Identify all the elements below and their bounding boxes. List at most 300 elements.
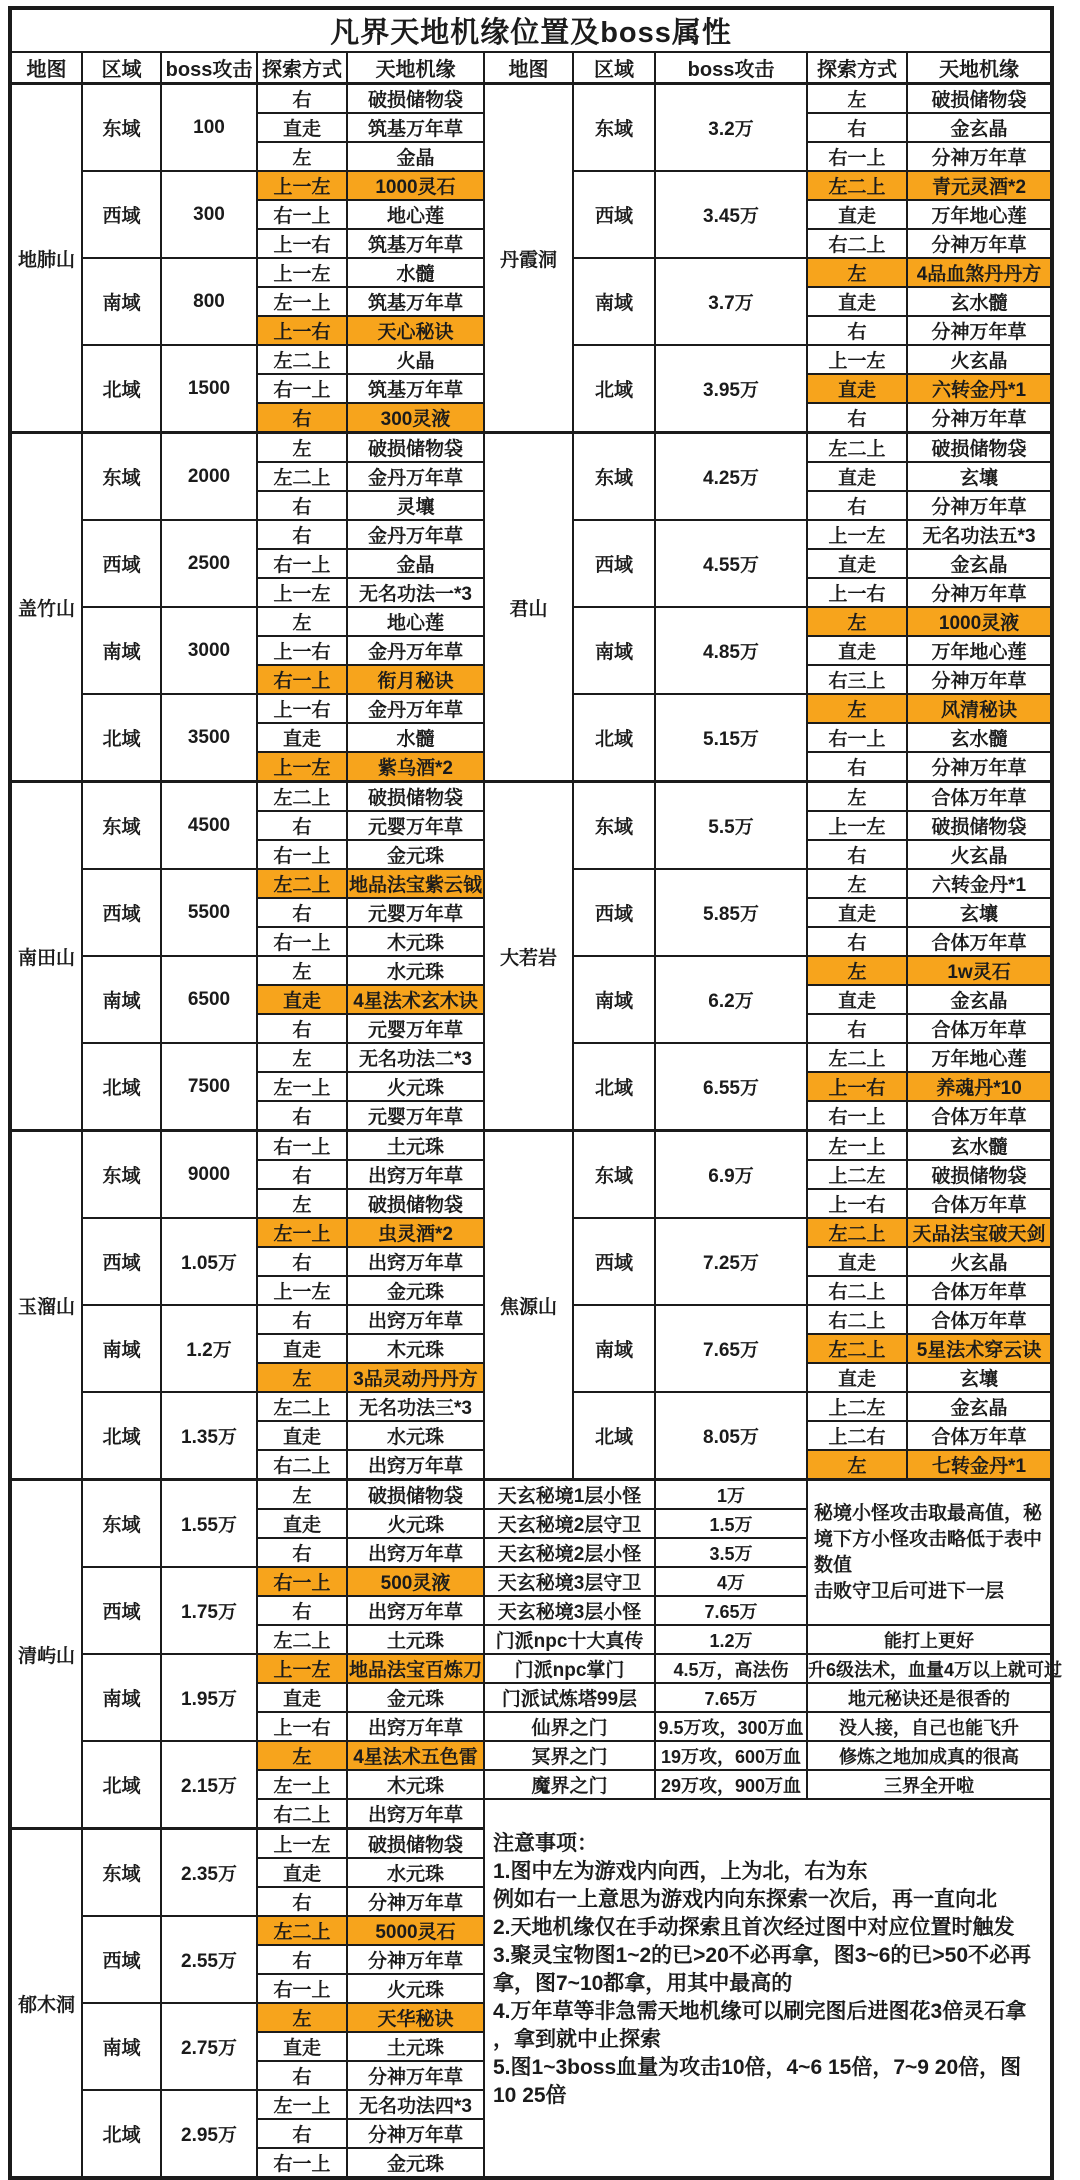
explore-direction-cell: 右一上 bbox=[807, 1101, 907, 1131]
table-row bbox=[10, 84, 1052, 114]
reward-item-cell: 天华秘诀 bbox=[347, 2003, 484, 2032]
explore-direction-cell: 直走 bbox=[257, 1421, 347, 1450]
explore-direction-cell: 左 bbox=[257, 607, 347, 636]
reward-item-cell: 500灵液 bbox=[347, 1567, 484, 1596]
enemy-note-cell: 地元秘诀还是很香的 bbox=[807, 1683, 1052, 1712]
map-name-cell: 地肺山 bbox=[10, 84, 82, 433]
explore-direction-cell: 右 bbox=[257, 491, 347, 520]
explore-direction-cell: 上一左 bbox=[257, 1829, 347, 1859]
boss-attack-cell: 3.45万 bbox=[655, 171, 807, 258]
reward-item-cell: 4品血煞丹丹方 bbox=[907, 258, 1052, 287]
reward-item-cell: 土元珠 bbox=[347, 2032, 484, 2061]
reward-item-cell: 无名功法三*3 bbox=[347, 1392, 484, 1421]
explore-direction-cell: 右一上 bbox=[257, 665, 347, 694]
boss-attack-cell: 2.35万 bbox=[161, 1829, 257, 1917]
enemy-attack-cell: 19万攻，600万血 bbox=[655, 1741, 807, 1770]
reward-item-cell: 无名功法四*3 bbox=[347, 2090, 484, 2119]
explore-direction-cell: 右一上 bbox=[257, 840, 347, 869]
explore-direction-cell: 左 bbox=[257, 2003, 347, 2032]
explore-direction-cell: 左一上 bbox=[807, 1131, 907, 1161]
reward-item-cell: 火玄晶 bbox=[907, 840, 1052, 869]
region-name-cell: 南域 bbox=[82, 258, 161, 345]
explore-direction-cell: 左 bbox=[807, 782, 907, 812]
explore-direction-cell: 上一左 bbox=[807, 520, 907, 549]
explore-direction-cell: 右 bbox=[257, 811, 347, 840]
explore-direction-cell: 上一右 bbox=[807, 1189, 907, 1218]
boss-attack-cell: 4.85万 bbox=[655, 607, 807, 694]
enemy-name-cell: 门派npc十大真传 bbox=[484, 1625, 655, 1654]
explore-direction-cell: 右 bbox=[257, 898, 347, 927]
reward-item-cell: 分神万年草 bbox=[907, 316, 1052, 345]
reward-item-cell: 金元珠 bbox=[347, 840, 484, 869]
remark-line: 3.聚灵宝物图1~2的已>20不必再拿，图3~6的已>50不必再 bbox=[493, 1944, 1032, 1967]
reward-item-cell: 玄壤 bbox=[907, 1363, 1052, 1392]
region-name-cell: 南域 bbox=[573, 1305, 655, 1392]
explore-direction-cell: 左二上 bbox=[807, 171, 907, 200]
reward-item-cell: 地心莲 bbox=[347, 200, 484, 229]
enemy-attack-cell: 9.5万攻，300万血 bbox=[655, 1712, 807, 1741]
reward-item-cell: 分神万年草 bbox=[347, 1887, 484, 1916]
enemy-name-cell: 仙界之门 bbox=[484, 1712, 655, 1741]
reward-item-cell: 金丹万年草 bbox=[347, 636, 484, 665]
reward-item-cell: 金丹万年草 bbox=[347, 694, 484, 723]
explore-direction-cell: 左一上 bbox=[257, 2090, 347, 2119]
reward-item-cell: 玄壤 bbox=[907, 898, 1052, 927]
explore-direction-cell: 上一右 bbox=[257, 229, 347, 258]
explore-direction-cell: 右 bbox=[257, 1887, 347, 1916]
explore-direction-cell: 上一左 bbox=[807, 811, 907, 840]
reward-item-cell: 玄水髓 bbox=[907, 287, 1052, 316]
enemy-note-cell: 能打上更好 bbox=[807, 1625, 1052, 1654]
explore-direction-cell: 右 bbox=[807, 752, 907, 782]
boss-attack-cell: 1.75万 bbox=[161, 1567, 257, 1654]
explore-direction-cell: 左一上 bbox=[257, 1770, 347, 1799]
boss-attack-cell: 2.55万 bbox=[161, 1916, 257, 2003]
explore-direction-cell: 右 bbox=[807, 491, 907, 520]
boss-attack-cell: 7.65万 bbox=[655, 1305, 807, 1392]
explore-direction-cell: 左一上 bbox=[257, 1072, 347, 1101]
explore-direction-cell: 上一右 bbox=[257, 1712, 347, 1741]
reward-item-cell: 破损储物袋 bbox=[347, 1829, 484, 1859]
reward-item-cell: 筑基万年草 bbox=[347, 374, 484, 403]
explore-direction-cell: 左 bbox=[257, 142, 347, 171]
region-name-cell: 西域 bbox=[82, 1916, 161, 2003]
remark-line: 1.图中左为游戏内向西，上为北，右为东 bbox=[493, 1860, 868, 1883]
explore-direction-cell: 左 bbox=[257, 1741, 347, 1770]
reward-item-cell: 破损储物袋 bbox=[347, 1189, 484, 1218]
boss-attack-cell: 1.55万 bbox=[161, 1480, 257, 1568]
reward-item-cell: 5000灵石 bbox=[347, 1916, 484, 1945]
reward-item-cell: 无名功法一*3 bbox=[347, 578, 484, 607]
reward-item-cell: 金丹万年草 bbox=[347, 520, 484, 549]
enemy-note-cell: 三界全开啦 bbox=[807, 1770, 1052, 1799]
boss-attack-cell: 5.15万 bbox=[655, 694, 807, 782]
enemy-name-cell: 天玄秘境2层守卫 bbox=[484, 1509, 655, 1538]
reward-item-cell: 金玄晶 bbox=[907, 1392, 1052, 1421]
explore-direction-cell: 上一右 bbox=[257, 636, 347, 665]
reward-item-cell: 万年地心莲 bbox=[907, 200, 1052, 229]
reward-item-cell: 火元珠 bbox=[347, 1072, 484, 1101]
boss-attack-cell: 300 bbox=[161, 171, 257, 258]
reward-item-cell: 金晶 bbox=[347, 142, 484, 171]
explore-direction-cell: 右 bbox=[807, 1014, 907, 1043]
reward-item-cell: 六转金丹*1 bbox=[907, 869, 1052, 898]
reward-item-cell: 筑基万年草 bbox=[347, 113, 484, 142]
explore-direction-cell: 左 bbox=[807, 84, 907, 114]
explore-direction-cell: 右一上 bbox=[257, 1974, 347, 2003]
reward-item-cell: 火玄晶 bbox=[907, 1247, 1052, 1276]
explore-direction-cell: 右 bbox=[257, 1101, 347, 1131]
enemy-attack-cell: 1万 bbox=[655, 1480, 807, 1510]
enemy-attack-cell: 1.2万 bbox=[655, 1625, 807, 1654]
reward-item-cell: 破损储物袋 bbox=[907, 1160, 1052, 1189]
reward-item-cell: 无名功法二*3 bbox=[347, 1043, 484, 1072]
boss-attack-cell: 3.95万 bbox=[655, 345, 807, 433]
table-row bbox=[10, 1741, 1052, 1770]
explore-direction-cell: 上一左 bbox=[257, 1276, 347, 1305]
secret-realm-note-cell bbox=[807, 1480, 1052, 1626]
explore-direction-cell: 直走 bbox=[807, 1247, 907, 1276]
remark-line: ，拿到就中止探索 bbox=[493, 2028, 661, 2051]
reward-item-cell: 4星法术玄木诀 bbox=[347, 985, 484, 1014]
boss-attack-cell: 4.55万 bbox=[655, 520, 807, 607]
reward-item-cell: 破损储物袋 bbox=[347, 1480, 484, 1510]
explore-direction-cell: 直走 bbox=[257, 2032, 347, 2061]
region-name-cell: 西域 bbox=[82, 1567, 161, 1654]
explore-direction-cell: 左一上 bbox=[257, 287, 347, 316]
region-name-cell: 东域 bbox=[82, 1131, 161, 1219]
reward-item-cell: 六转金丹*1 bbox=[907, 374, 1052, 403]
reward-item-cell: 水髓 bbox=[347, 258, 484, 287]
explore-direction-cell: 右一上 bbox=[257, 200, 347, 229]
enemy-attack-cell: 3.5万 bbox=[655, 1538, 807, 1567]
reward-item-cell: 合体万年草 bbox=[907, 1305, 1052, 1334]
reward-item-cell: 合体万年草 bbox=[907, 1101, 1052, 1131]
region-name-cell: 北域 bbox=[573, 694, 655, 782]
explore-direction-cell: 上一右 bbox=[807, 578, 907, 607]
reward-item-cell: 水髓 bbox=[347, 723, 484, 752]
col-header-boss: boss攻击 bbox=[655, 52, 807, 84]
explore-direction-cell: 右 bbox=[807, 403, 907, 433]
region-name-cell: 东域 bbox=[82, 1829, 161, 1917]
reward-item-cell: 分神万年草 bbox=[907, 229, 1052, 258]
boss-attack-cell: 800 bbox=[161, 258, 257, 345]
explore-direction-cell: 左 bbox=[807, 694, 907, 723]
title-row bbox=[10, 8, 1052, 52]
explore-direction-cell: 右一上 bbox=[257, 374, 347, 403]
explore-direction-cell: 左二上 bbox=[807, 433, 907, 463]
map-name-cell: 盖竹山 bbox=[10, 433, 82, 782]
explore-direction-cell: 直走 bbox=[807, 462, 907, 491]
region-name-cell: 南域 bbox=[82, 1654, 161, 1741]
reward-item-cell: 金元珠 bbox=[347, 1683, 484, 1712]
map-name-cell: 君山 bbox=[484, 433, 573, 782]
remark-line: 例如右一上意思为游戏内向东探索一次后，再一直向北 bbox=[493, 1888, 997, 1911]
explore-direction-cell: 上一左 bbox=[257, 258, 347, 287]
reward-item-cell: 5星法术穿云诀 bbox=[907, 1334, 1052, 1363]
explore-direction-cell: 右 bbox=[257, 1014, 347, 1043]
explore-direction-cell: 左二上 bbox=[257, 1916, 347, 1945]
reward-item-cell: 破损储物袋 bbox=[347, 84, 484, 114]
boss-attack-cell: 6.55万 bbox=[655, 1043, 807, 1131]
reward-item-cell: 出窍万年草 bbox=[347, 1596, 484, 1625]
explore-direction-cell: 直走 bbox=[257, 985, 347, 1014]
region-name-cell: 西域 bbox=[573, 869, 655, 956]
reward-item-cell: 合体万年草 bbox=[907, 1189, 1052, 1218]
explore-direction-cell: 直走 bbox=[807, 898, 907, 927]
explore-direction-cell: 右 bbox=[257, 2061, 347, 2090]
reward-item-cell: 金玄晶 bbox=[907, 985, 1052, 1014]
col-header-region: 区域 bbox=[573, 52, 655, 84]
region-name-cell: 南域 bbox=[573, 956, 655, 1043]
reward-item-cell: 出窍万年草 bbox=[347, 1538, 484, 1567]
reward-item-cell: 火元珠 bbox=[347, 1509, 484, 1538]
map-name-cell: 南田山 bbox=[10, 782, 82, 1131]
remark-line: 2.天地机缘仅在手动探索且首次经过图中对应位置时触发 bbox=[493, 1916, 1015, 1939]
explore-direction-cell: 右 bbox=[257, 1305, 347, 1334]
reward-item-cell: 分神万年草 bbox=[907, 752, 1052, 782]
explore-direction-cell: 直走 bbox=[257, 113, 347, 142]
reward-item-cell: 300灵液 bbox=[347, 403, 484, 433]
region-name-cell: 南域 bbox=[573, 258, 655, 345]
explore-direction-cell: 直走 bbox=[807, 200, 907, 229]
remark-line: 5.图1~3boss血量为攻击10倍，4~6 15倍，7~9 20倍，图 bbox=[493, 2056, 1022, 2079]
reward-item-cell: 地品法宝紫云钺 bbox=[347, 869, 484, 898]
table-body bbox=[10, 84, 1063, 2179]
table-row bbox=[10, 782, 1052, 812]
explore-direction-cell: 左二上 bbox=[257, 869, 347, 898]
enemy-attack-cell: 4.5万，高法伤 bbox=[655, 1654, 807, 1683]
explore-direction-cell: 右一上 bbox=[257, 549, 347, 578]
reward-item-cell: 筑基万年草 bbox=[347, 287, 484, 316]
explore-direction-cell: 左 bbox=[257, 1480, 347, 1510]
reward-item-cell: 合体万年草 bbox=[907, 782, 1052, 812]
explore-direction-cell: 右 bbox=[257, 1247, 347, 1276]
boss-attack-cell: 2000 bbox=[161, 433, 257, 521]
reward-item-cell: 火玄晶 bbox=[907, 345, 1052, 374]
remark-line: 拿，图7~10都拿，用其中最高的 bbox=[493, 1972, 793, 1995]
explore-direction-cell: 右 bbox=[257, 2119, 347, 2148]
reward-item-cell: 金元珠 bbox=[347, 2148, 484, 2178]
col-header-explore: 探索方式 bbox=[257, 52, 347, 84]
reward-item-cell: 天品法宝破天剑 bbox=[907, 1218, 1052, 1247]
col-header-reward: 天地机缘 bbox=[907, 52, 1052, 84]
explore-direction-cell: 左二上 bbox=[257, 345, 347, 374]
col-header-reward: 天地机缘 bbox=[347, 52, 484, 84]
explore-direction-cell: 左 bbox=[257, 1363, 347, 1392]
enemy-note-cell: 升6级法术，血量4万以上就可过 bbox=[807, 1654, 1052, 1683]
explore-direction-cell: 右一上 bbox=[257, 2148, 347, 2178]
explore-direction-cell: 上一右 bbox=[257, 694, 347, 723]
enemy-attack-cell: 1.5万 bbox=[655, 1509, 807, 1538]
region-name-cell: 西域 bbox=[82, 1218, 161, 1305]
map-name-cell: 清屿山 bbox=[10, 1480, 82, 1829]
reward-item-cell: 木元珠 bbox=[347, 927, 484, 956]
boss-attack-cell: 100 bbox=[161, 84, 257, 172]
explore-direction-cell: 直走 bbox=[257, 1509, 347, 1538]
reward-item-cell: 风清秘诀 bbox=[907, 694, 1052, 723]
region-name-cell: 北域 bbox=[82, 1043, 161, 1131]
enemy-attack-cell: 29万攻，900万血 bbox=[655, 1770, 807, 1799]
boss-attack-cell: 1.35万 bbox=[161, 1392, 257, 1480]
explore-direction-cell: 左 bbox=[257, 1043, 347, 1072]
boss-attack-cell: 5.5万 bbox=[655, 782, 807, 870]
remarks-cell bbox=[484, 1799, 1052, 2178]
boss-attack-cell: 4.25万 bbox=[655, 433, 807, 521]
reward-item-cell: 玄壤 bbox=[907, 462, 1052, 491]
region-name-cell: 西域 bbox=[573, 171, 655, 258]
boss-attack-cell: 3.2万 bbox=[655, 84, 807, 172]
reward-item-cell: 紫乌酒*2 bbox=[347, 752, 484, 782]
region-name-cell: 西域 bbox=[82, 171, 161, 258]
reward-item-cell: 分神万年草 bbox=[347, 1945, 484, 1974]
region-name-cell: 北域 bbox=[82, 694, 161, 782]
boss-attack-cell: 6500 bbox=[161, 956, 257, 1043]
reward-item-cell: 1000灵液 bbox=[907, 607, 1052, 636]
region-name-cell: 东域 bbox=[573, 782, 655, 870]
enemy-attack-cell: 7.65万 bbox=[655, 1596, 807, 1625]
explore-direction-cell: 右二上 bbox=[807, 1276, 907, 1305]
reward-item-cell: 分神万年草 bbox=[907, 578, 1052, 607]
explore-direction-cell: 直走 bbox=[807, 985, 907, 1014]
region-name-cell: 北域 bbox=[573, 1043, 655, 1131]
reward-item-cell: 元婴万年草 bbox=[347, 1101, 484, 1131]
explore-direction-cell: 直走 bbox=[807, 636, 907, 665]
boss-attack-cell: 9000 bbox=[161, 1131, 257, 1219]
reward-item-cell: 分神万年草 bbox=[907, 491, 1052, 520]
explore-direction-cell: 左 bbox=[807, 1450, 907, 1480]
boss-attack-cell: 5.85万 bbox=[655, 869, 807, 956]
reward-item-cell: 破损储物袋 bbox=[907, 433, 1052, 463]
region-name-cell: 北域 bbox=[82, 1741, 161, 1829]
boss-attack-cell: 1.05万 bbox=[161, 1218, 257, 1305]
explore-direction-cell: 右 bbox=[257, 520, 347, 549]
explore-direction-cell: 右 bbox=[257, 1160, 347, 1189]
reward-item-cell: 破损储物袋 bbox=[347, 433, 484, 463]
remark-line: 10 25倍 bbox=[493, 2084, 567, 2107]
reward-item-cell: 木元珠 bbox=[347, 1334, 484, 1363]
region-name-cell: 西域 bbox=[573, 1218, 655, 1305]
explore-direction-cell: 左 bbox=[257, 956, 347, 985]
boss-attack-cell: 2.75万 bbox=[161, 2003, 257, 2090]
reward-item-cell: 分神万年草 bbox=[907, 403, 1052, 433]
explore-direction-cell: 左二上 bbox=[807, 1043, 907, 1072]
header-row bbox=[10, 52, 1052, 84]
reward-item-cell: 合体万年草 bbox=[907, 1421, 1052, 1450]
explore-direction-cell: 上一左 bbox=[807, 345, 907, 374]
explore-direction-cell: 右 bbox=[257, 403, 347, 433]
reward-item-cell: 合体万年草 bbox=[907, 1276, 1052, 1305]
region-name-cell: 西域 bbox=[82, 520, 161, 607]
explore-direction-cell: 左 bbox=[807, 607, 907, 636]
explore-direction-cell: 左一上 bbox=[257, 1218, 347, 1247]
explore-direction-cell: 右三上 bbox=[807, 665, 907, 694]
reward-item-cell: 玄水髓 bbox=[907, 723, 1052, 752]
boss-attack-cell: 8.05万 bbox=[655, 1392, 807, 1480]
reward-item-cell: 万年地心莲 bbox=[907, 1043, 1052, 1072]
reward-item-cell: 青元灵酒*2 bbox=[907, 171, 1052, 200]
reward-item-cell: 木元珠 bbox=[347, 1770, 484, 1799]
reward-item-cell: 破损储物袋 bbox=[907, 84, 1052, 114]
region-name-cell: 东域 bbox=[82, 1480, 161, 1568]
boss-attack-cell: 1.95万 bbox=[161, 1654, 257, 1741]
explore-direction-cell: 左二上 bbox=[257, 462, 347, 491]
explore-direction-cell: 右 bbox=[257, 1538, 347, 1567]
enemy-name-cell: 门派npc掌门 bbox=[484, 1654, 655, 1683]
reward-item-cell: 火晶 bbox=[347, 345, 484, 374]
table-row bbox=[10, 1131, 1052, 1161]
region-name-cell: 东域 bbox=[573, 433, 655, 521]
reward-item-cell: 元婴万年草 bbox=[347, 1014, 484, 1043]
reward-item-cell: 分神万年草 bbox=[907, 142, 1052, 171]
region-name-cell: 南域 bbox=[82, 1305, 161, 1392]
reward-item-cell: 金元珠 bbox=[347, 1276, 484, 1305]
explore-direction-cell: 右一上 bbox=[807, 142, 907, 171]
reward-item-cell: 金玄晶 bbox=[907, 549, 1052, 578]
reward-item-cell: 天心秘诀 bbox=[347, 316, 484, 345]
remark-line: 注意事项： bbox=[493, 1832, 598, 1855]
reward-item-cell: 出窍万年草 bbox=[347, 1799, 484, 1829]
explore-direction-cell: 上一左 bbox=[257, 1654, 347, 1683]
enemy-name-cell: 天玄秘境3层守卫 bbox=[484, 1567, 655, 1596]
reward-item-cell: 合体万年草 bbox=[907, 1014, 1052, 1043]
explore-direction-cell: 直走 bbox=[807, 549, 907, 578]
reward-item-cell: 玄水髓 bbox=[907, 1131, 1052, 1161]
explore-direction-cell: 直走 bbox=[257, 1683, 347, 1712]
region-name-cell: 北域 bbox=[573, 345, 655, 433]
reward-item-cell: 土元珠 bbox=[347, 1131, 484, 1161]
map-name-cell: 焦源山 bbox=[484, 1131, 573, 1480]
reward-item-cell: 土元珠 bbox=[347, 1625, 484, 1654]
reward-item-cell: 破损储物袋 bbox=[907, 811, 1052, 840]
reward-item-cell: 出窍万年草 bbox=[347, 1450, 484, 1480]
reward-item-cell: 出窍万年草 bbox=[347, 1247, 484, 1276]
enemy-name-cell: 门派试炼塔99层 bbox=[484, 1683, 655, 1712]
boss-attack-cell: 1.2万 bbox=[161, 1305, 257, 1392]
boss-attack-cell: 2.15万 bbox=[161, 1741, 257, 1829]
explore-direction-cell: 右 bbox=[257, 84, 347, 114]
reward-item-cell: 出窍万年草 bbox=[347, 1305, 484, 1334]
explore-direction-cell: 左二上 bbox=[807, 1334, 907, 1363]
enemy-name-cell: 天玄秘境3层小怪 bbox=[484, 1596, 655, 1625]
page-title: 凡界天地机缘位置及boss属性 bbox=[10, 8, 1052, 52]
explore-direction-cell: 右 bbox=[807, 840, 907, 869]
map-name-cell: 玉溜山 bbox=[10, 1131, 82, 1480]
region-name-cell: 北域 bbox=[573, 1392, 655, 1480]
boss-attack-cell: 6.9万 bbox=[655, 1131, 807, 1219]
explore-direction-cell: 右 bbox=[257, 1596, 347, 1625]
explore-direction-cell: 右 bbox=[807, 927, 907, 956]
table-row bbox=[10, 433, 1052, 463]
boss-attack-cell: 3.7万 bbox=[655, 258, 807, 345]
explore-direction-cell: 上二右 bbox=[807, 1421, 907, 1450]
boss-attack-cell: 7.25万 bbox=[655, 1218, 807, 1305]
map-name-cell: 丹霞洞 bbox=[484, 84, 573, 433]
explore-direction-cell: 上一左 bbox=[257, 578, 347, 607]
remark-line: 4.万年草等非急需天地机缘可以刷完图后进图花3倍灵石拿 bbox=[493, 2000, 1027, 2023]
boss-attack-cell: 1500 bbox=[161, 345, 257, 433]
enemy-name-cell: 天玄秘境2层小怪 bbox=[484, 1538, 655, 1567]
map-name-cell: 大若岩 bbox=[484, 782, 573, 1131]
reward-item-cell: 水元珠 bbox=[347, 1858, 484, 1887]
explore-direction-cell: 右二上 bbox=[257, 1450, 347, 1480]
reward-item-cell: 地心莲 bbox=[347, 607, 484, 636]
region-name-cell: 东域 bbox=[82, 84, 161, 172]
explore-direction-cell: 上一右 bbox=[807, 1072, 907, 1101]
explore-direction-cell: 右二上 bbox=[807, 1305, 907, 1334]
explore-direction-cell: 直走 bbox=[807, 287, 907, 316]
col-header-boss: boss攻击 bbox=[161, 52, 257, 84]
